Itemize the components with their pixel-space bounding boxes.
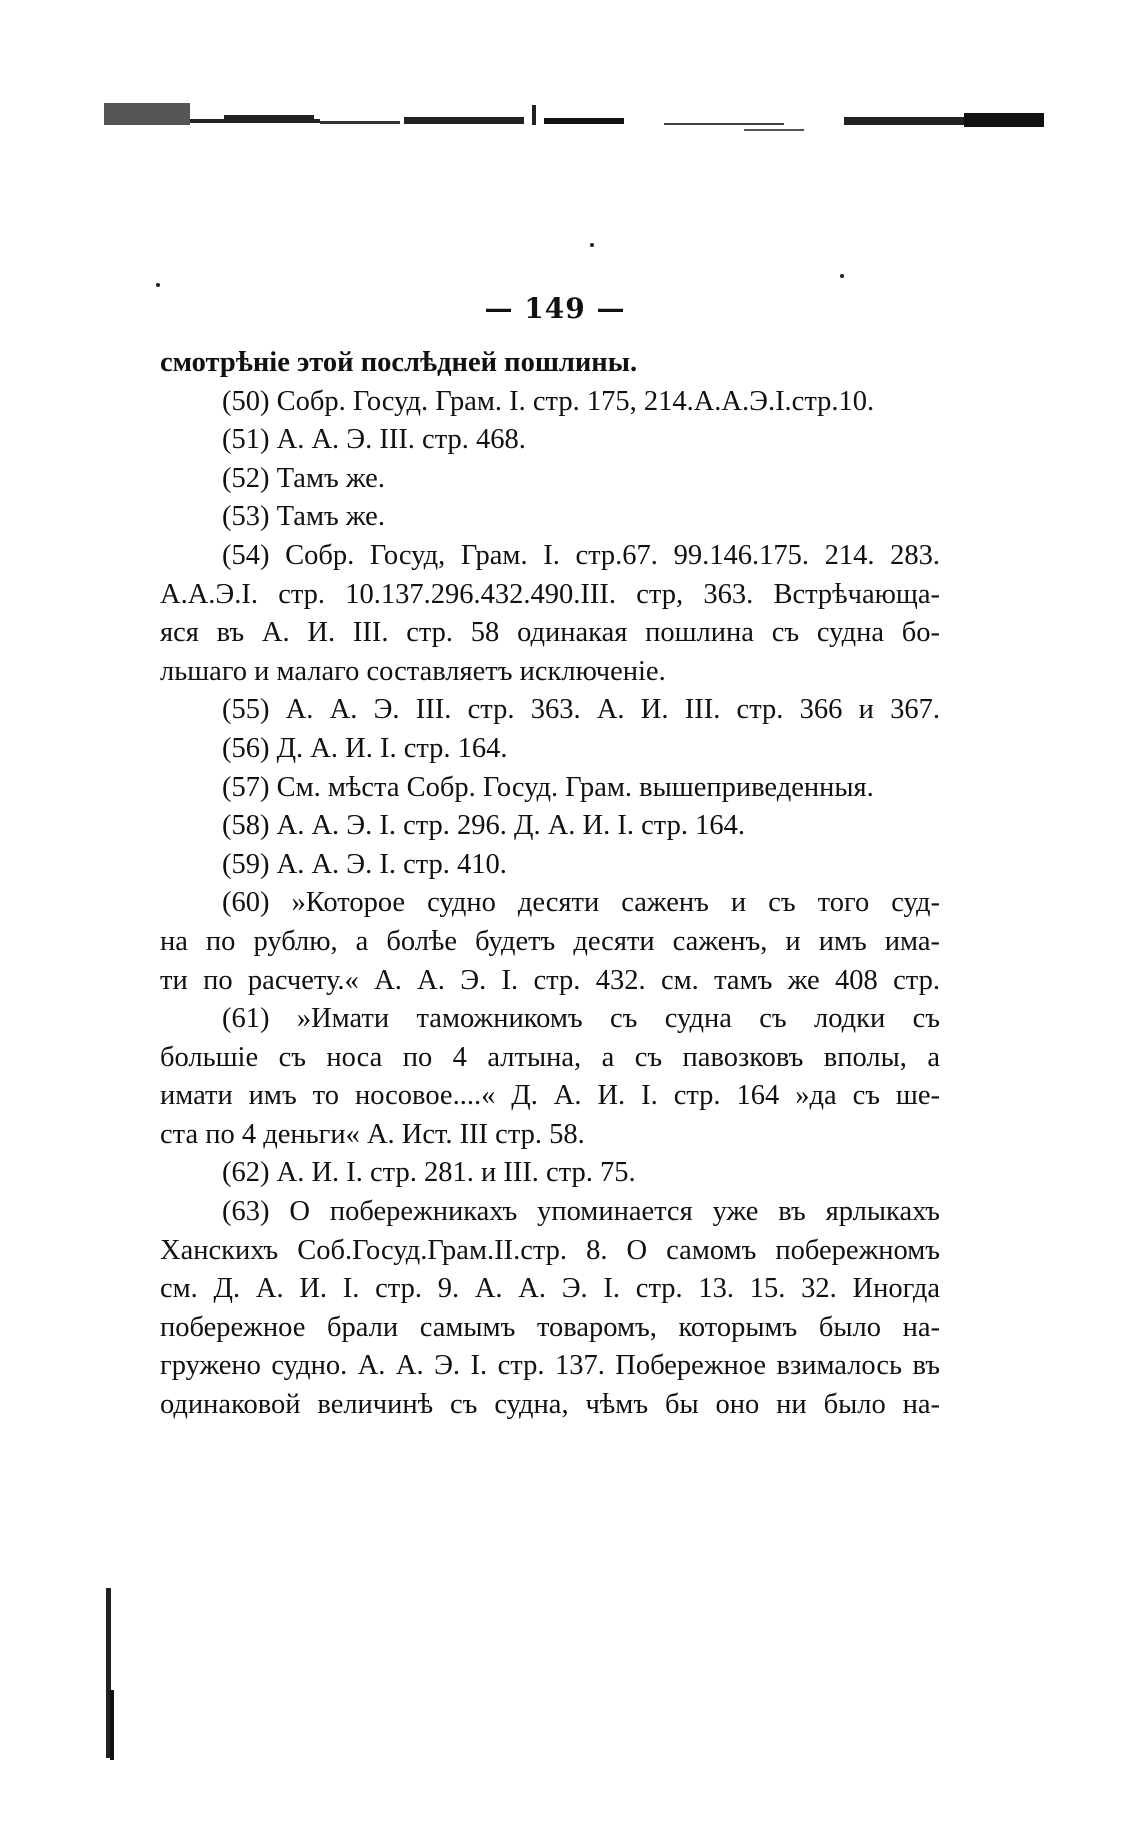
footnote-line: (56) Д. А. И. I. стр. 164. — [222, 732, 508, 764]
footnote-line: (58) А. А. Э. I. стр. 296. Д. А. И. I. стр. 164. — [222, 810, 745, 842]
text-line: смотрѣніе этой послѣдней пошлины. — [160, 347, 638, 378]
footnote-line: (60) »Которое судно десяти саженъ и съ того суд- — [222, 887, 940, 919]
text-line: на по рублю, а болѣе будетъ десяти саженъ, и имъ има- — [160, 925, 940, 957]
page-number: — 149 — — [484, 292, 626, 325]
text-line: большіе съ носа по 4 алтына, а съ павозковъ вполы, а — [160, 1041, 940, 1073]
header-rule — [104, 103, 1048, 133]
text-line: ти по расчету.« А. А. Э. I. стр. 432. см. тамъ же 408 стр. — [160, 964, 940, 996]
text-line: ста по 4 деньги« А. Ист. III стр. 58. — [160, 1118, 585, 1150]
footnote-line: (63) О побережникахъ упоминается уже въ ярлыкахъ — [222, 1196, 940, 1228]
footnote-line: (59) А. А. Э. I. стр. 410. — [222, 848, 507, 880]
footnote-line: (55) А. А. Э. III. стр. 363. А. И. III. стр. 366 и 367. — [222, 694, 940, 726]
text-line: яся въ А. И. III. стр. 58 одинакая пошлина съ судна бо- — [160, 617, 940, 649]
text-line: см. Д. А. И. I. стр. 9. А. А. Э. I. стр. 13. 15. 32. Иногда — [160, 1273, 940, 1305]
footnote-line: (50) Собр. Госуд. Грам. I. стр. 175, 214.А.А.Э.I.стр.10. — [222, 385, 875, 417]
text-line: гружено судно. А. А. Э. I. стр. 137. Побережное взималось въ — [160, 1350, 940, 1382]
footnote-line: (61) »Имати таможникомъ съ судна съ лодки съ — [222, 1003, 940, 1035]
text-line: Ханскихъ Соб.Госуд.Грам.II.стр. 8. О самомъ побережномъ — [160, 1234, 940, 1266]
scan-speck — [156, 283, 160, 287]
scan-speck — [590, 243, 594, 247]
scan-margin-mark — [110, 1690, 114, 1760]
text-line: одинаковой величинѣ съ судна, чѣмъ бы оно ни было на- — [160, 1389, 940, 1421]
text-line: льшаго и малаго составляетъ исключеніе. — [160, 655, 666, 687]
footnote-line: (53) Тамъ же. — [222, 501, 385, 533]
footnote-line: (62) А. И. I. стр. 281. и III. стр. 75. — [222, 1157, 636, 1189]
text-line: имати имъ то носовое....« Д. А. И. I. стр. 164 »да съ ше- — [160, 1080, 940, 1112]
scan-speck — [840, 274, 844, 278]
footnote-line: (52) Тамъ же. — [222, 462, 385, 494]
footnote-line: (51) А. А. Э. III. стр. 468. — [222, 424, 526, 456]
body-text — [160, 344, 940, 1425]
footnote-line: (57) См. мѣста Собр. Госуд. Грам. вышеприведенныя. — [222, 771, 874, 803]
footnote-line: (54) Собр. Госуд, Грам. I. стр.67. 99.146.175. 214. 283. — [222, 539, 940, 571]
text-line: А.А.Э.I. стр. 10.137.296.432.490.III. стр, 363. Встрѣчающа- — [160, 578, 940, 610]
text-line: побережное брали самымъ товаромъ, которымъ было на- — [160, 1311, 940, 1343]
